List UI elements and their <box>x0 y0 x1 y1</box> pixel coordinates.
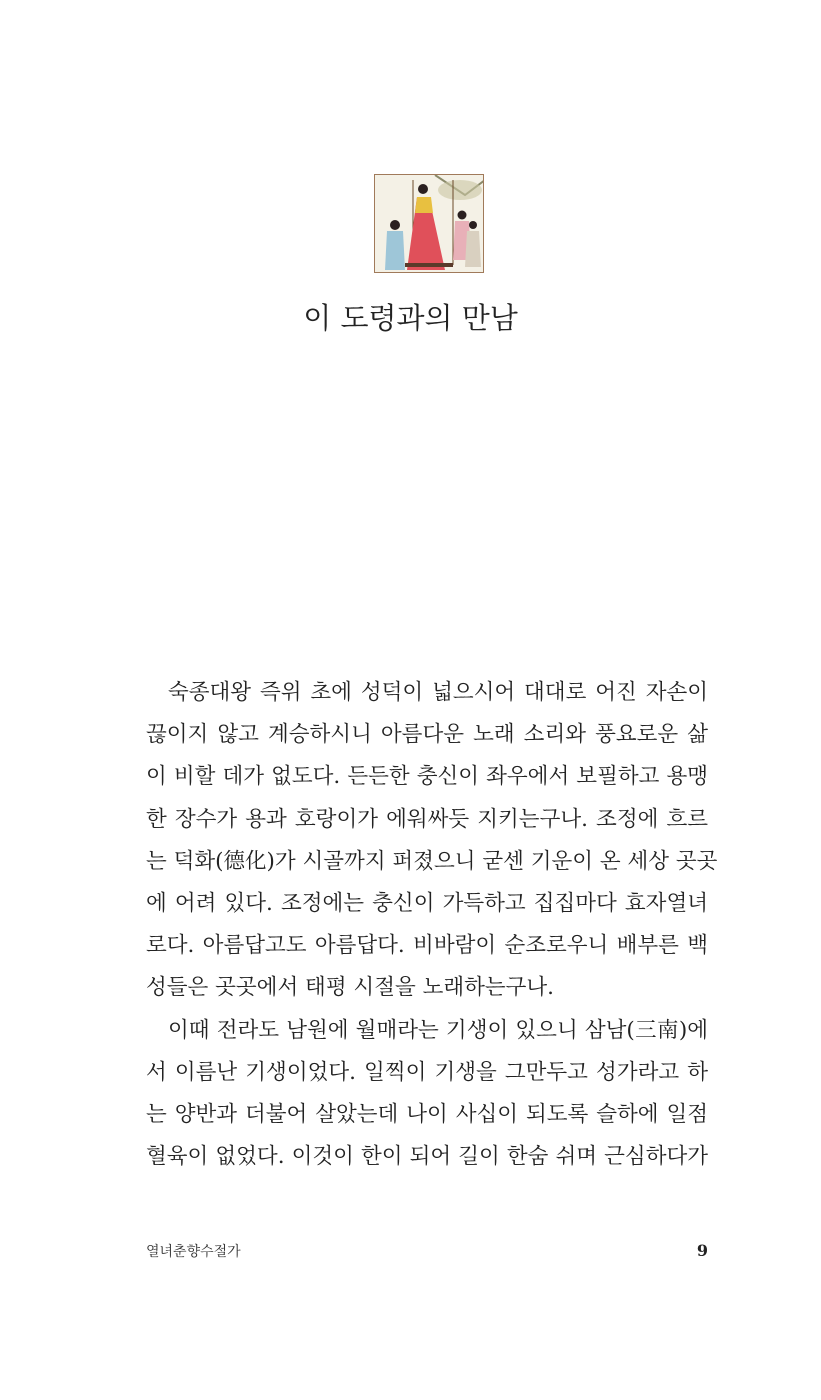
page-number: 9 <box>696 1241 708 1260</box>
text-line: 에 어려 있다. 조정에는 충신이 가득하고 집집마다 효자열녀 <box>146 890 708 916</box>
text-line: 이 비할 데가 없도다. 든든한 충신이 좌우에서 보필하고 용맹 <box>146 764 708 790</box>
text-line: 는 덕화(德化)가 시골까지 퍼졌으니 굳센 기운이 온 세상 곳곳 <box>146 848 718 874</box>
chapter-illustration <box>374 174 484 273</box>
text-line: 로다. 아름답고도 아름답다. 비바람이 순조로우니 배부른 백 <box>146 933 708 959</box>
chapter-title: 이 도령과의 만남 <box>303 301 518 335</box>
text-line: 서 이름난 기생이었다. 일찍이 기생을 그만두고 성가라고 하 <box>146 1059 708 1085</box>
text-line: 혈육이 없었다. 이것이 한이 되어 길이 한숨 쉬며 근심하다가 <box>146 1144 708 1170</box>
body-text <box>146 672 718 1178</box>
running-footer-title: 열녀춘향수절가 <box>146 1244 241 1260</box>
text-line: 성들은 곳곳에서 태평 시절을 노래하는구나. <box>146 975 555 1001</box>
text-line: 한 장수가 용과 호랑이가 에워싸듯 지키는구나. 조정에 흐르 <box>146 806 708 832</box>
text-line: 는 양반과 더불어 살았는데 나이 사십이 되도록 슬하에 일점 <box>146 1101 708 1127</box>
text-line: 이때 전라도 남원에 월매라는 기생이 있으니 삼남(三南)에 <box>168 1017 708 1043</box>
text-line: 끊이지 않고 계승하시니 아름다운 노래 소리와 풍요로운 삶 <box>146 722 708 748</box>
text-line: 숙종대왕 즉위 초에 성덕이 넓으시어 대대로 어진 자손이 <box>168 680 708 705</box>
